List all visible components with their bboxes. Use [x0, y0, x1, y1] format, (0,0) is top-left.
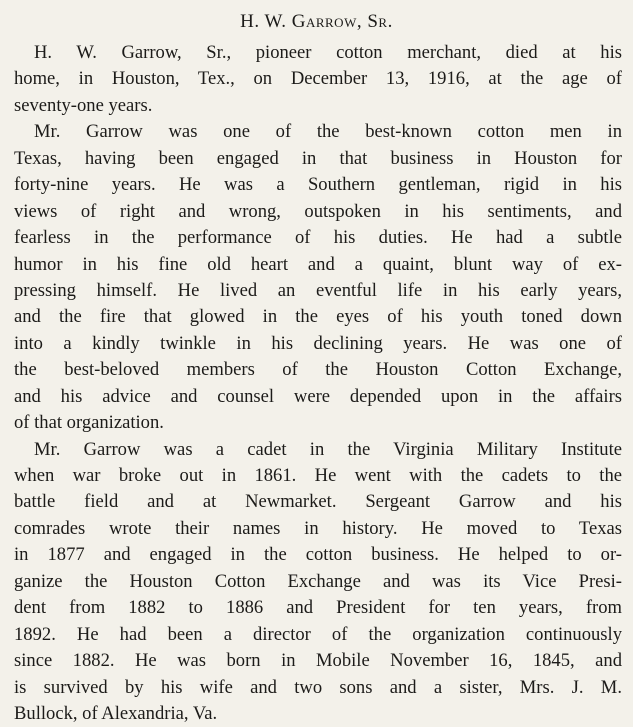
- text-line: humor in his fine old heart and a quaint, blunt way of ex-: [14, 253, 622, 275]
- text-line: Texas, having been engaged in that business in Houston for: [14, 147, 622, 169]
- text-line: since 1882. He was born in Mobile November 16, 1845, and: [14, 650, 622, 672]
- text-line: ganize the Houston Cotton Exchange and was its Vice Presi-: [14, 570, 622, 592]
- text-line: into a kindly twinkle in his declining years. He was one of: [14, 332, 622, 354]
- text-line: pressing himself. He lived an eventful life in his early years,: [14, 279, 622, 301]
- article-title-text: H. W. Garrow, Sr.: [240, 11, 393, 32]
- text-line: home, in Houston, Tex., on December 13, 1916, at the age of: [14, 68, 622, 90]
- text-line: fearless in the performance of his duties. He had a subtle: [14, 227, 622, 249]
- text-line: Mr. Garrow was one of the best-known cotton men in: [34, 121, 622, 143]
- text-line: Bullock, of Alexandria, Va.: [14, 702, 218, 724]
- article-body: [14, 40, 622, 727]
- text-line: Mr. Garrow was a cadet in the Virginia Military Institute: [34, 438, 622, 460]
- text-line: H. W. Garrow, Sr., pioneer cotton merchant, died at his: [34, 42, 622, 63]
- text-line: views of right and wrong, outspoken in his sentiments, and: [14, 200, 622, 222]
- text-line: in 1877 and engaged in the cotton business. He helped to or-: [14, 544, 622, 566]
- text-line: battle field and at Newmarket. Sergeant Garrow and his: [14, 491, 622, 513]
- text-line: and the fire that glowed in the eyes of his youth toned down: [14, 306, 622, 328]
- text-line: forty-nine years. He was a Southern gentleman, rigid in his: [14, 174, 622, 196]
- text-line: seventy-one years.: [14, 94, 153, 116]
- text-line: comrades wrote their names in history. He moved to Texas: [14, 517, 622, 539]
- text-line: and his advice and counsel were depended upon in the affairs: [14, 385, 622, 407]
- text-line: 1892. He had been a director of the organization continuously: [14, 623, 622, 645]
- text-line: dent from 1882 to 1886 and President for ten years, from: [14, 597, 622, 619]
- text-line: is survived by his wife and two sons and a sister, Mrs. J. M.: [14, 676, 622, 698]
- text-line: of that organization.: [14, 412, 164, 434]
- article-title: [0, 9, 633, 35]
- text-line: the best-beloved members of the Houston Cotton Exchange,: [14, 359, 622, 381]
- text-line: when war broke out in 1861. He went with the cadets to the: [14, 465, 622, 486]
